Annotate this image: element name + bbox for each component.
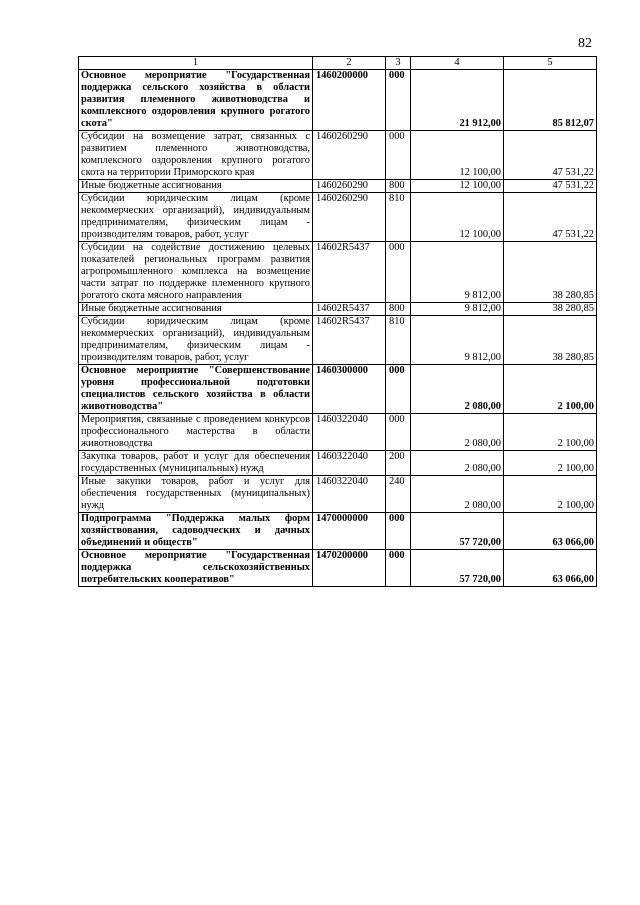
header-row xyxy=(79,57,597,70)
table-row xyxy=(79,414,597,451)
row-value-col4: 9 812,00 xyxy=(411,303,504,316)
table-row xyxy=(79,316,597,365)
table-row xyxy=(79,180,597,193)
row-name-cell: Иные бюджетные ассигнования xyxy=(79,180,313,193)
table-row xyxy=(79,242,597,303)
table-row xyxy=(79,303,597,316)
row-name-cell: Иные бюджетные ассигнования xyxy=(79,303,313,316)
table-row xyxy=(79,451,597,476)
row-value-col4: 2 080,00 xyxy=(411,476,504,513)
row-kind-cell: 000 xyxy=(386,70,411,131)
row-name-cell: Подпрограмма "Поддержка малых форм хозяйствования, садоводческих и дачных объединений и обществ" xyxy=(79,513,313,550)
row-name-cell: Субсидии юридическим лицам (кроме некоммерческих организаций), индивидуальным предпринимателям, физическим лицам - производителям товаров, работ, услуг xyxy=(79,316,313,365)
table-body xyxy=(79,70,597,587)
row-value-col5: 38 280,85 xyxy=(504,303,597,316)
row-kind-cell: 000 xyxy=(386,550,411,587)
row-value-col4: 57 720,00 xyxy=(411,550,504,587)
row-value-col4: 9 812,00 xyxy=(411,242,504,303)
row-kind-cell: 000 xyxy=(386,365,411,414)
row-code-cell: 1460322040 xyxy=(313,476,386,513)
row-kind-cell: 810 xyxy=(386,193,411,242)
row-code-cell: 1460200000 xyxy=(313,70,386,131)
header-col-2: 2 xyxy=(313,57,386,70)
row-value-col5: 63 066,00 xyxy=(504,550,597,587)
row-value-col4: 21 912,00 xyxy=(411,70,504,131)
table-row xyxy=(79,550,597,587)
row-value-col4: 12 100,00 xyxy=(411,180,504,193)
row-value-col4: 57 720,00 xyxy=(411,513,504,550)
row-kind-cell: 000 xyxy=(386,513,411,550)
row-kind-cell: 800 xyxy=(386,303,411,316)
row-value-col4: 2 080,00 xyxy=(411,414,504,451)
row-value-col5: 47 531,22 xyxy=(504,180,597,193)
row-name-cell: Основное мероприятие "Государственная поддержка сельскохозяйственных потребительских кооперативов" xyxy=(79,550,313,587)
table-row xyxy=(79,131,597,180)
row-value-col4: 12 100,00 xyxy=(411,131,504,180)
row-value-col5: 2 100,00 xyxy=(504,476,597,513)
row-name-cell: Закупка товаров, работ и услуг для обеспечения государственных (муниципальных) нужд xyxy=(79,451,313,476)
row-value-col5: 38 280,85 xyxy=(504,316,597,365)
row-value-col4: 9 812,00 xyxy=(411,316,504,365)
row-value-col4: 12 100,00 xyxy=(411,193,504,242)
row-kind-cell: 000 xyxy=(386,414,411,451)
row-code-cell: 14602R5437 xyxy=(313,316,386,365)
row-value-col5: 85 812,07 xyxy=(504,70,597,131)
row-value-col4: 2 080,00 xyxy=(411,365,504,414)
row-kind-cell: 800 xyxy=(386,180,411,193)
row-value-col5: 47 531,22 xyxy=(504,131,597,180)
row-kind-cell: 240 xyxy=(386,476,411,513)
row-code-cell: 1460322040 xyxy=(313,451,386,476)
row-code-cell: 1460260290 xyxy=(313,180,386,193)
row-name-cell: Субсидии на содействие достижению целевых показателей региональных программ развития агропромышленного комплекса на возмещение части затрат по поддержке племенного крупного рогатого скота мясного направления xyxy=(79,242,313,303)
row-kind-cell: 200 xyxy=(386,451,411,476)
row-code-cell: 1460260290 xyxy=(313,131,386,180)
row-name-cell: Субсидии юридическим лицам (кроме некоммерческих организаций), индивидуальным предпринимателям, физическим лицам - производителям товаров, работ, услуг xyxy=(79,193,313,242)
table-row xyxy=(79,193,597,242)
row-code-cell: 1460300000 xyxy=(313,365,386,414)
header-col-4: 4 xyxy=(411,57,504,70)
row-kind-cell: 810 xyxy=(386,316,411,365)
row-code-cell: 1460322040 xyxy=(313,414,386,451)
header-col-3: 3 xyxy=(386,57,411,70)
row-name-cell: Основное мероприятие "Государственная поддержка сельского хозяйства в области развития племенного животноводства и комплексного оздоровления крупного рогатого скота" xyxy=(79,70,313,131)
row-name-cell: Субсидии на возмещение затрат, связанных с развитием племенного животноводства, комплексного оздоровления крупного рогатого скота на территории Приморского края xyxy=(79,131,313,180)
row-value-col5: 63 066,00 xyxy=(504,513,597,550)
row-value-col4: 2 080,00 xyxy=(411,451,504,476)
row-value-col5: 2 100,00 xyxy=(504,451,597,476)
row-code-cell: 1470200000 xyxy=(313,550,386,587)
row-name-cell: Иные закупки товаров, работ и услуг для обеспечения государственных (муниципальных) нужд xyxy=(79,476,313,513)
table-row xyxy=(79,476,597,513)
row-code-cell: 14602R5437 xyxy=(313,242,386,303)
table-row xyxy=(79,70,597,131)
row-code-cell: 1460260290 xyxy=(313,193,386,242)
row-code-cell: 14602R5437 xyxy=(313,303,386,316)
table-row xyxy=(79,513,597,550)
table-row xyxy=(79,365,597,414)
row-value-col5: 2 100,00 xyxy=(504,414,597,451)
page-number: 82 xyxy=(578,36,592,51)
row-kind-cell: 000 xyxy=(386,242,411,303)
header-col-1: 1 xyxy=(79,57,313,70)
row-value-col5: 47 531,22 xyxy=(504,193,597,242)
row-value-col5: 2 100,00 xyxy=(504,365,597,414)
row-name-cell: Мероприятия, связанные с проведением конкурсов профессионального мастерства в области животноводства xyxy=(79,414,313,451)
header-col-5: 5 xyxy=(504,57,597,70)
row-kind-cell: 000 xyxy=(386,131,411,180)
row-value-col5: 38 280,85 xyxy=(504,242,597,303)
row-code-cell: 1470000000 xyxy=(313,513,386,550)
budget-table xyxy=(78,56,597,587)
row-name-cell: Основное мероприятие "Совершенствование уровня профессиональной подготовки специалистов сельского хозяйства в области животноводства" xyxy=(79,365,313,414)
